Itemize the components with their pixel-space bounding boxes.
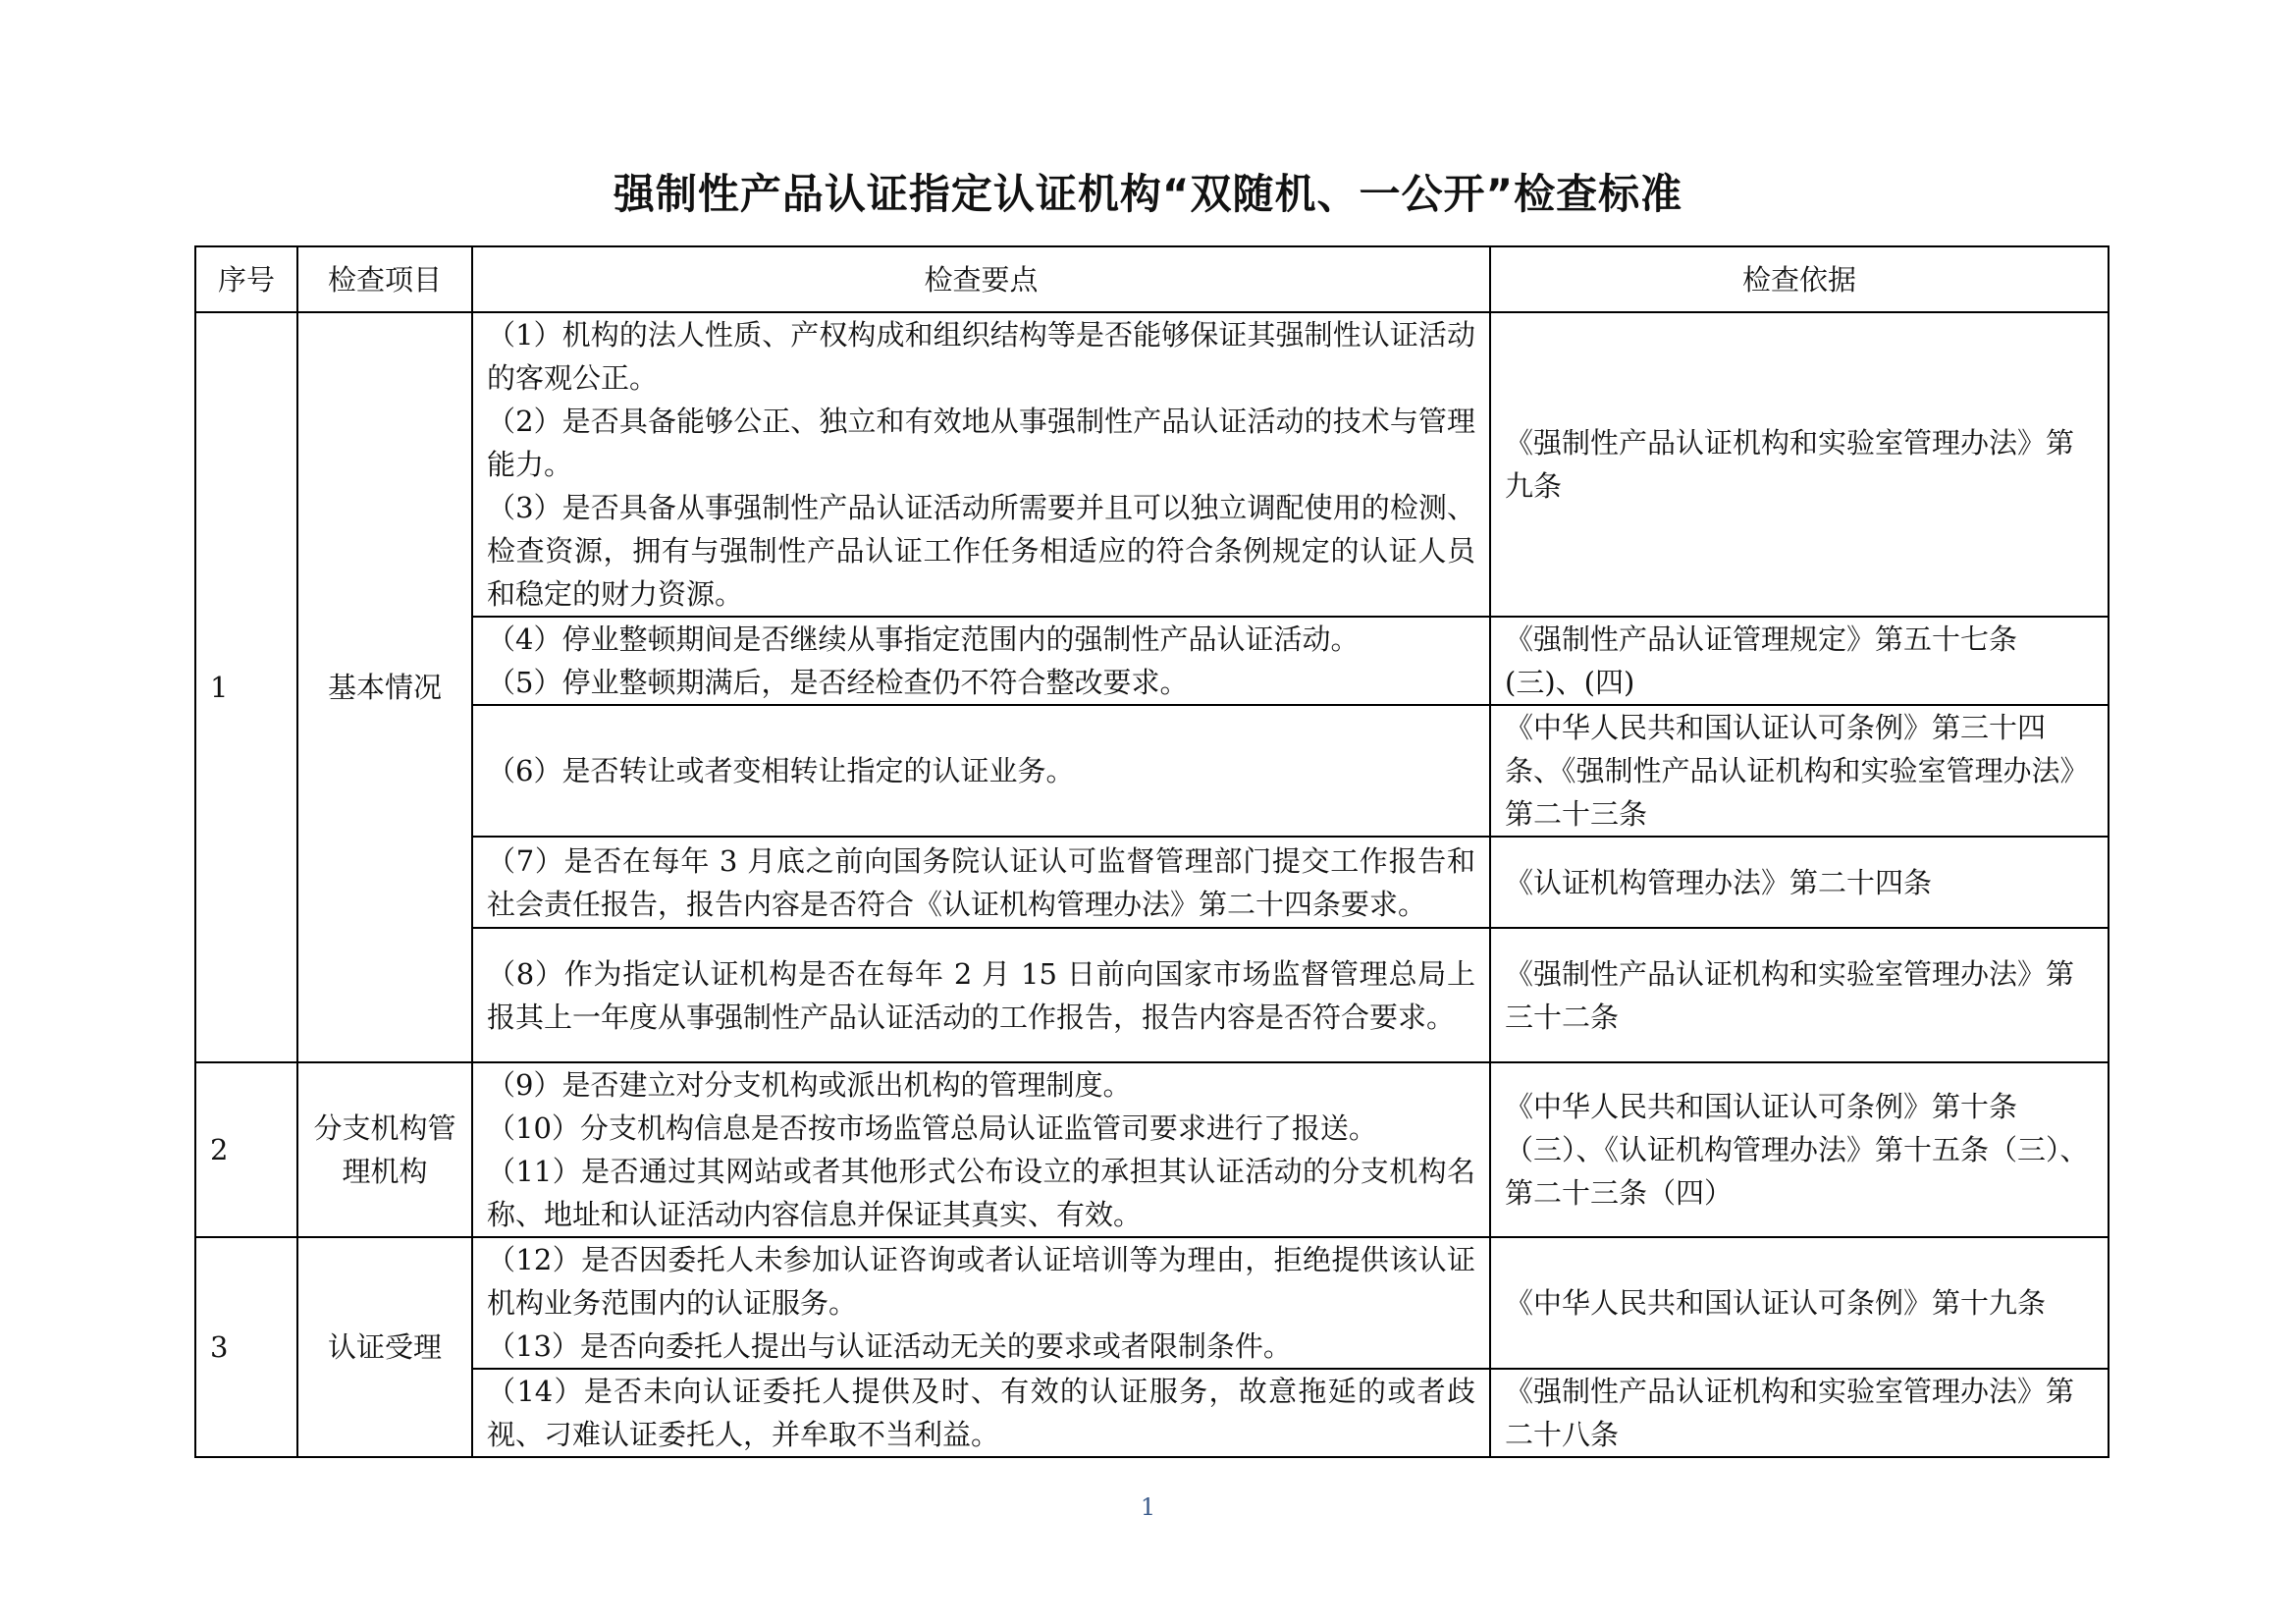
- basis-cell: 《中华人民共和国认证认可条例》第三十四条、《强制性产品认证机构和实验室管理办法》第二十三条: [1490, 705, 2109, 837]
- check-point: （12）是否因委托人未参加认证咨询或者认证培训等为理由，拒绝提供该认证机构业务范围内的认证服务。: [487, 1243, 1475, 1320]
- table-header-row: [195, 246, 2109, 312]
- table-row: [195, 1062, 2109, 1237]
- header-points: 检查要点: [472, 246, 1490, 312]
- check-point: （3）是否具备从事强制性产品认证活动所需要并且可以独立调配使用的检测、检查资源，拥有与强制性产品认证工作任务相适应的符合条例规定的认证人员和稳定的财力资源。: [487, 491, 1475, 611]
- basis-cell: 《中华人民共和国认证认可条例》第十九条: [1490, 1237, 2109, 1369]
- basis-cell: 《强制性产品认证机构和实验室管理办法》第九条: [1490, 312, 2109, 617]
- section-item: 分支机构管理机构: [297, 1062, 472, 1237]
- section-number: 3: [195, 1237, 297, 1457]
- table-row: [195, 928, 2109, 1062]
- check-point: （8）作为指定认证机构是否在每年 2 月 15 日前向国家市场监督管理总局上报其上一年度从事强制性产品认证活动的工作报告，报告内容是否符合要求。: [487, 956, 1475, 1034]
- check-point: （6）是否转让或者变相转让指定的认证业务。: [487, 754, 1075, 787]
- table-row: [195, 1237, 2109, 1369]
- table-row: [195, 312, 2109, 617]
- header-basis: 检查依据: [1490, 246, 2109, 312]
- check-point: （2）是否具备能够公正、独立和有效地从事强制性产品认证活动的技术与管理能力。: [487, 405, 1475, 481]
- header-item: 检查项目: [297, 246, 472, 312]
- page-number: 1: [1140, 1493, 1156, 1521]
- check-point: （9）是否建立对分支机构或派出机构的管理制度。: [487, 1068, 1132, 1102]
- section-item: 认证受理: [297, 1237, 472, 1457]
- check-points-cell: [472, 705, 1490, 837]
- table-row: [195, 617, 2109, 705]
- check-points-cell: [472, 1237, 1490, 1369]
- check-point: （14）是否未向认证委托人提供及时、有效的认证服务，故意拖延的或者歧视、刁难认证委托人，并牟取不当利益。: [487, 1375, 1475, 1451]
- check-point: （13）是否向委托人提出与认证活动无关的要求或者限制条件。: [487, 1329, 1292, 1363]
- table-row: [195, 1369, 2109, 1457]
- check-point: （11）是否通过其网站或者其他形式公布设立的承担其认证活动的分支机构名称、地址和认证活动内容信息并保证其真实、有效。: [487, 1155, 1475, 1231]
- basis-cell: 《中华人民共和国认证认可条例》第十条（三）、《认证机构管理办法》第十五条（三）、第二十三条（四）: [1490, 1062, 2109, 1237]
- check-point: （10）分支机构信息是否按市场监管总局认证监管司要求进行了报送。: [487, 1111, 1377, 1145]
- check-points-cell: [472, 617, 1490, 705]
- check-point: （4）停业整顿期间是否继续从事指定范围内的强制性产品认证活动。: [487, 623, 1360, 656]
- check-point: （7）是否在每年 3 月底之前向国务院认证认可监督管理部门提交工作报告和社会责任报告，报告内容是否符合《认证机构管理办法》第二十四条要求。: [487, 843, 1475, 921]
- basis-cell: 《认证机构管理办法》第二十四条: [1490, 837, 2109, 928]
- section-number: 2: [195, 1062, 297, 1237]
- check-points-cell: [472, 837, 1490, 928]
- check-point: （1）机构的法人性质、产权构成和组织结构等是否能够保证其强制性认证活动的客观公正。: [487, 318, 1475, 395]
- check-points-cell: [472, 1369, 1490, 1457]
- basis-cell: 《强制性产品认证机构和实验室管理办法》第二十八条: [1490, 1369, 2109, 1457]
- basis-cell: 《强制性产品认证管理规定》第五十七条(三)、(四): [1490, 617, 2109, 705]
- document-title: 强制性产品认证指定认证机构“双随机、一公开”检查标准: [613, 170, 1683, 218]
- section-number: 1: [195, 312, 297, 1062]
- check-point: （5）停业整顿期满后，是否经检查仍不符合整改要求。: [487, 666, 1189, 699]
- section-item: 基本情况: [297, 312, 472, 1062]
- check-points-cell: [472, 1062, 1490, 1237]
- check-points-cell: [472, 928, 1490, 1062]
- check-points-cell: [472, 312, 1490, 617]
- table-row: [195, 705, 2109, 837]
- table-row: [195, 837, 2109, 928]
- inspection-standard-table: [194, 245, 2109, 1458]
- basis-cell: 《强制性产品认证机构和实验室管理办法》第三十二条: [1490, 928, 2109, 1062]
- header-no: 序号: [195, 246, 297, 312]
